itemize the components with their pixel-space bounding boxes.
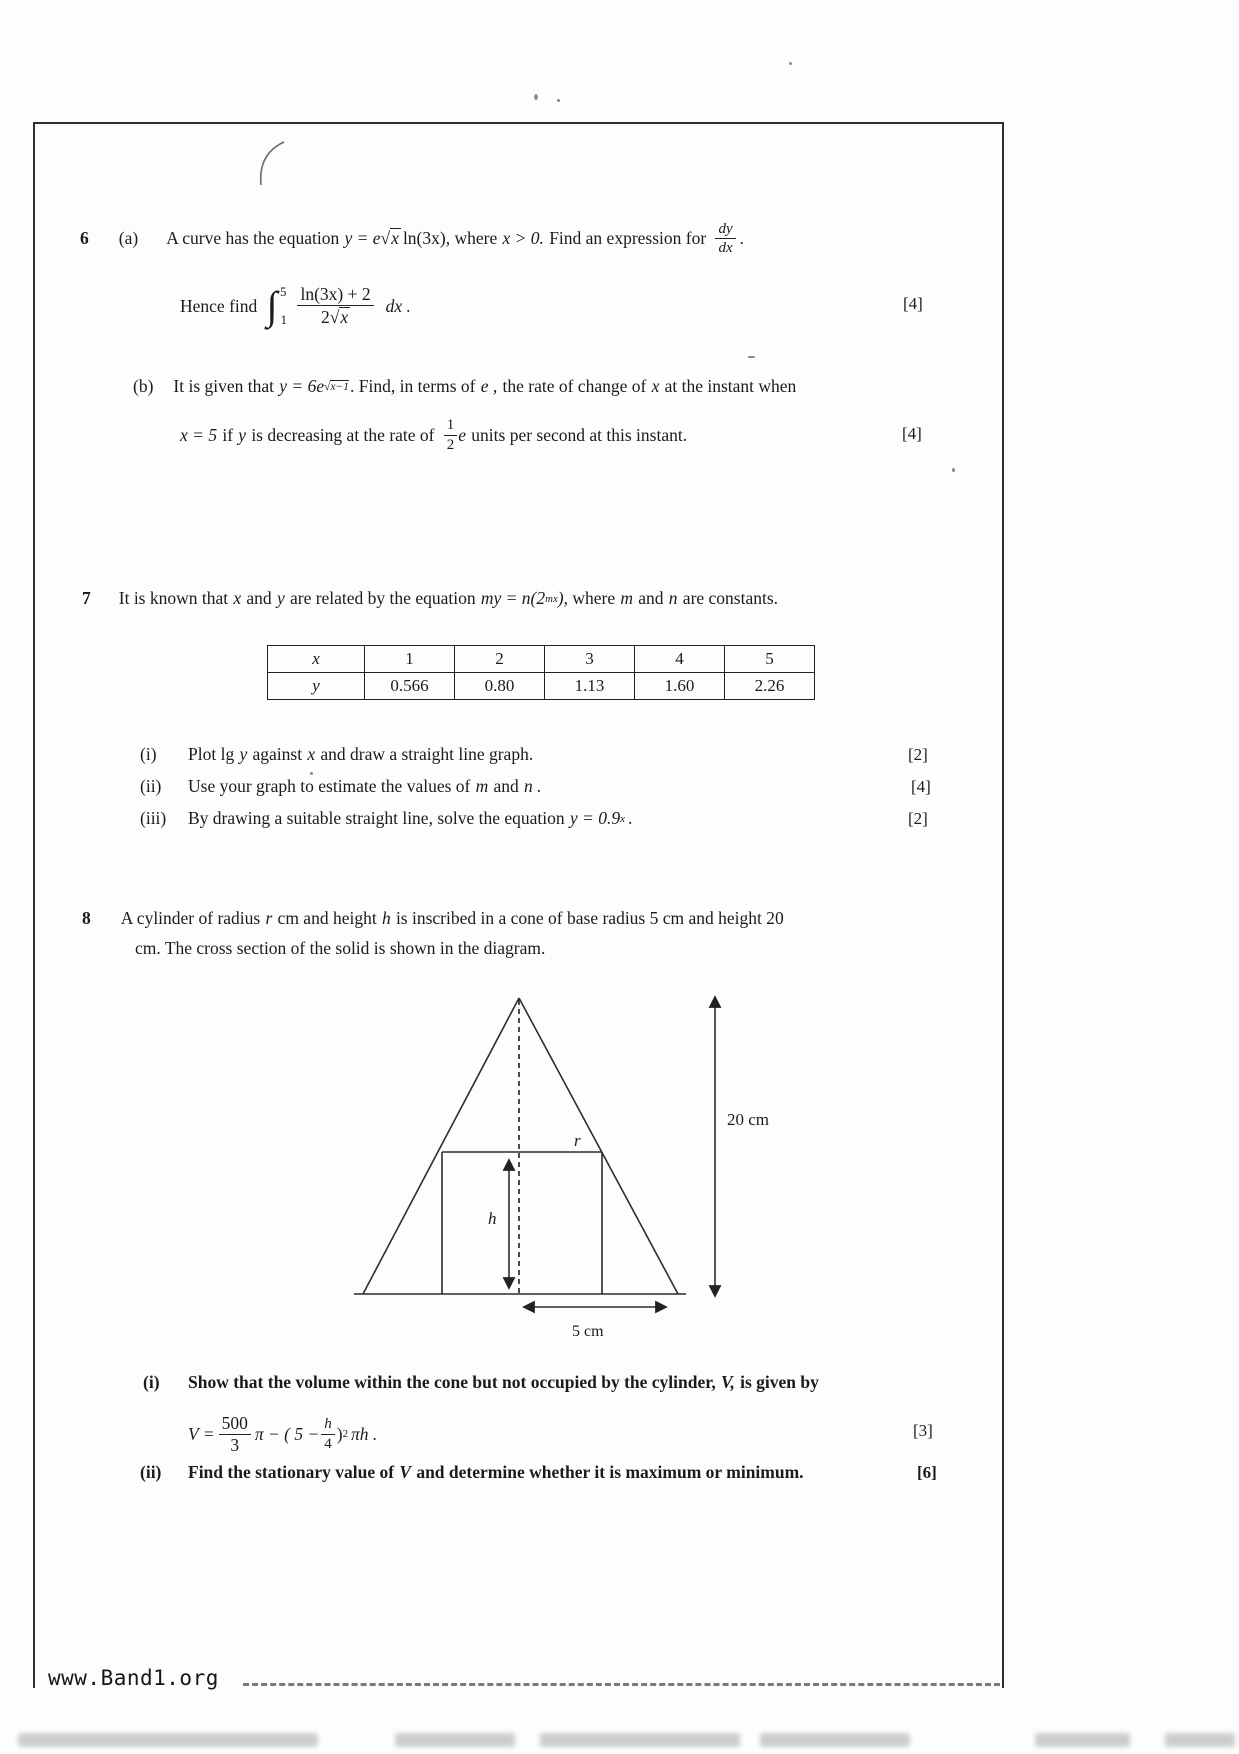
sqrt-x: √x — [380, 228, 399, 249]
q8-number: 8 — [82, 908, 91, 928]
dy-dx-fraction: $\frac{dy}{dx}$ — [715, 221, 735, 256]
q6b-label: (b) — [133, 376, 154, 396]
five-hundred-thirds-fraction: $\frac{500}{3}$ — [219, 1414, 251, 1455]
formula-square-exponent: 2 — [342, 1428, 349, 1440]
table-cell: 0.566 — [365, 673, 455, 700]
table-cell: 2.26 — [725, 673, 815, 700]
q6a-inequality: x > 0. — [502, 228, 544, 249]
q6b-text: the rate of change of — [502, 376, 647, 396]
q7-iii-period: . — [627, 808, 633, 828]
q7-n: n — [668, 588, 678, 608]
q8-ii-label: (ii) — [140, 1462, 162, 1482]
q6a-label: (a) — [118, 228, 139, 249]
q7-equation-close: ) — [557, 588, 564, 608]
q7-iii-equation: y = 0.9 — [569, 808, 621, 828]
q6b-text: It is given that — [173, 376, 275, 396]
q7-item-ii — [140, 776, 542, 797]
q6a-period: . — [739, 228, 744, 249]
page-border-frame — [33, 122, 1004, 1688]
q6b-line1 — [133, 376, 796, 397]
q7-i-x: x — [307, 744, 316, 764]
q7-iii-text: By drawing a suitable straight line, solve the equation — [188, 808, 565, 828]
table-cell: 5 — [725, 646, 815, 673]
q7-intro — [82, 588, 778, 609]
scan-artifact-strip — [0, 1730, 1239, 1752]
integrand-fraction: $\frac{\ln(3x) + 2}{2√x}$ — [297, 285, 373, 327]
q8-text: cm. The cross section of the solid is shown in the diagram. — [135, 938, 546, 958]
q8-ii-text: and determine whether it is maximum or minimum. — [416, 1462, 804, 1482]
q8-item-i — [143, 1372, 819, 1393]
q7-iii-label: (iii) — [140, 808, 167, 828]
q8-intro-line1 — [82, 908, 784, 929]
q8-ii-text: Find the stationary value of — [188, 1462, 395, 1482]
q7-number: 7 — [82, 588, 91, 608]
base-radius-label: 5 cm — [572, 1323, 604, 1340]
table-cell: 0.80 — [455, 673, 545, 700]
q7-ii-label: (ii) — [140, 776, 162, 796]
q8-h: h — [381, 908, 391, 928]
bottom-dashed-border — [243, 1683, 1000, 1686]
q7-m: m — [620, 588, 634, 608]
formula-pi-h: πh . — [351, 1423, 378, 1444]
h-over-4-fraction: $\frac{h}{4}$ — [321, 1416, 335, 1451]
footer-watermark-url: www.Band1.org — [48, 1666, 219, 1690]
q7-ii-m: m — [475, 776, 489, 796]
q7-text: It is known that — [118, 588, 229, 608]
scan-speck — [534, 94, 538, 100]
q8-ii-mark: [6] — [917, 1463, 937, 1482]
table-row-y — [268, 673, 815, 700]
table-cell: 1.13 — [545, 673, 635, 700]
h-label: h — [488, 1209, 497, 1228]
q7-x: x — [233, 588, 242, 608]
q8-i-text: Show that the volume within the cone but not occupied by the cylinder, — [188, 1372, 716, 1392]
cone-triangle-left-side — [363, 998, 519, 1294]
scan-speck — [557, 99, 560, 102]
q7-i-text: and draw a straight line graph. — [320, 744, 534, 764]
table-row-x — [268, 646, 815, 673]
q7-exponent: mx — [545, 592, 558, 605]
table-cell: 2 — [455, 646, 545, 673]
q7-item-i — [140, 744, 533, 765]
q8-intro-line2 — [135, 938, 545, 959]
q6b-text: units per second at this instant. — [471, 424, 688, 445]
q8-i-mark: [3] — [913, 1421, 933, 1440]
q6a-text: Find an expression for — [549, 228, 707, 249]
q6b-e: e — [458, 424, 467, 445]
q6b-equation: y = 6e — [279, 376, 325, 396]
q6b-text: . Find, in terms of — [350, 376, 476, 396]
q7-text: are related by the equation — [289, 588, 476, 608]
q8-item-ii — [140, 1462, 804, 1483]
q8-i-V: V, — [721, 1372, 735, 1392]
q7-i-text: against — [252, 744, 303, 764]
q7-y: y — [276, 588, 285, 608]
cone-height-label: 20 cm — [727, 1110, 770, 1129]
q6b-e: e , — [480, 376, 498, 396]
q6a-hence-text: Hence find — [180, 295, 258, 316]
q6b-y: y — [238, 424, 247, 445]
q7-i-label: (i) — [140, 744, 157, 764]
q6b-text: is decreasing at the rate of — [251, 424, 435, 445]
table-cell: 4 — [635, 646, 725, 673]
q7-text: and — [638, 588, 664, 608]
formula-close-paren: ) — [336, 1423, 343, 1444]
q8-text: cm and height — [277, 908, 377, 928]
table-cell: 3 — [545, 646, 635, 673]
q6a-equation: y = e — [344, 228, 381, 249]
q6b-x-equals-5: x = 5 — [180, 424, 218, 445]
q6a-line1 — [80, 221, 744, 256]
q7-i-text: Plot lg — [188, 744, 235, 764]
q7-ii-text: Use your graph to estimate the values of — [188, 776, 471, 796]
q6a-equation-tail: ln(3x) — [402, 228, 446, 249]
q6b-line2 — [180, 410, 687, 460]
xy-value-table — [267, 645, 815, 700]
q7-equation: my = n(2 — [480, 588, 546, 608]
table-header-y: y — [268, 673, 365, 700]
q8-text: is inscribed in a cone of base radius 5 cm and height 20 — [395, 908, 784, 928]
q6b-text: if — [222, 424, 234, 445]
q6a-line2 — [180, 278, 411, 334]
q6a-mark: [4] — [903, 294, 923, 313]
scan-speck — [789, 62, 792, 65]
q7-text: and — [246, 588, 272, 608]
q7-item-iii — [140, 808, 632, 829]
exponent-sqrt: √x−1 — [324, 380, 350, 393]
q8-ii-V: V — [399, 1462, 412, 1482]
table-header-x: x — [268, 646, 365, 673]
q6b-text: at the instant when — [664, 376, 797, 396]
q7-iii-mark: [2] — [908, 809, 928, 828]
q7-iii-exponent: x — [620, 812, 625, 825]
q7-ii-n: n . — [524, 776, 542, 796]
integral-sign: ∫ 5 1 — [266, 283, 288, 328]
cone-triangle-right-side — [519, 998, 678, 1294]
q7-text: , where — [563, 588, 616, 608]
q8-text: A cylinder of radius — [120, 908, 261, 928]
q6a-text: , where — [445, 228, 498, 249]
one-half-fraction: $\frac{1}{2}$ — [444, 417, 458, 452]
q8-r: r — [265, 908, 273, 928]
q8-i-label: (i) — [143, 1372, 160, 1392]
table-cell: 1.60 — [635, 673, 725, 700]
q7-ii-mark: [4] — [911, 777, 931, 796]
q7-i-mark: [2] — [908, 745, 928, 764]
q6b-mark: [4] — [902, 424, 922, 443]
q7-i-y: y — [239, 744, 248, 764]
q8-i-formula — [188, 1406, 377, 1462]
table-cell: 1 — [365, 646, 455, 673]
formula-V-equals: V = — [188, 1423, 215, 1444]
formula-middle: π − ( 5 − — [254, 1423, 320, 1444]
r-label: r — [574, 1131, 581, 1150]
cone-cylinder-diagram — [290, 962, 810, 1362]
q6b-x: x — [651, 376, 660, 396]
q8-i-text: is given by — [740, 1372, 819, 1392]
q7-ii-text: and — [493, 776, 519, 796]
q6a-text: A curve has the equation — [166, 228, 340, 249]
q7-text: are constants. — [682, 588, 779, 608]
q6a-dx: dx . — [385, 295, 411, 316]
q6-number: 6 — [80, 228, 89, 249]
sqrt-x: √x — [329, 307, 349, 327]
